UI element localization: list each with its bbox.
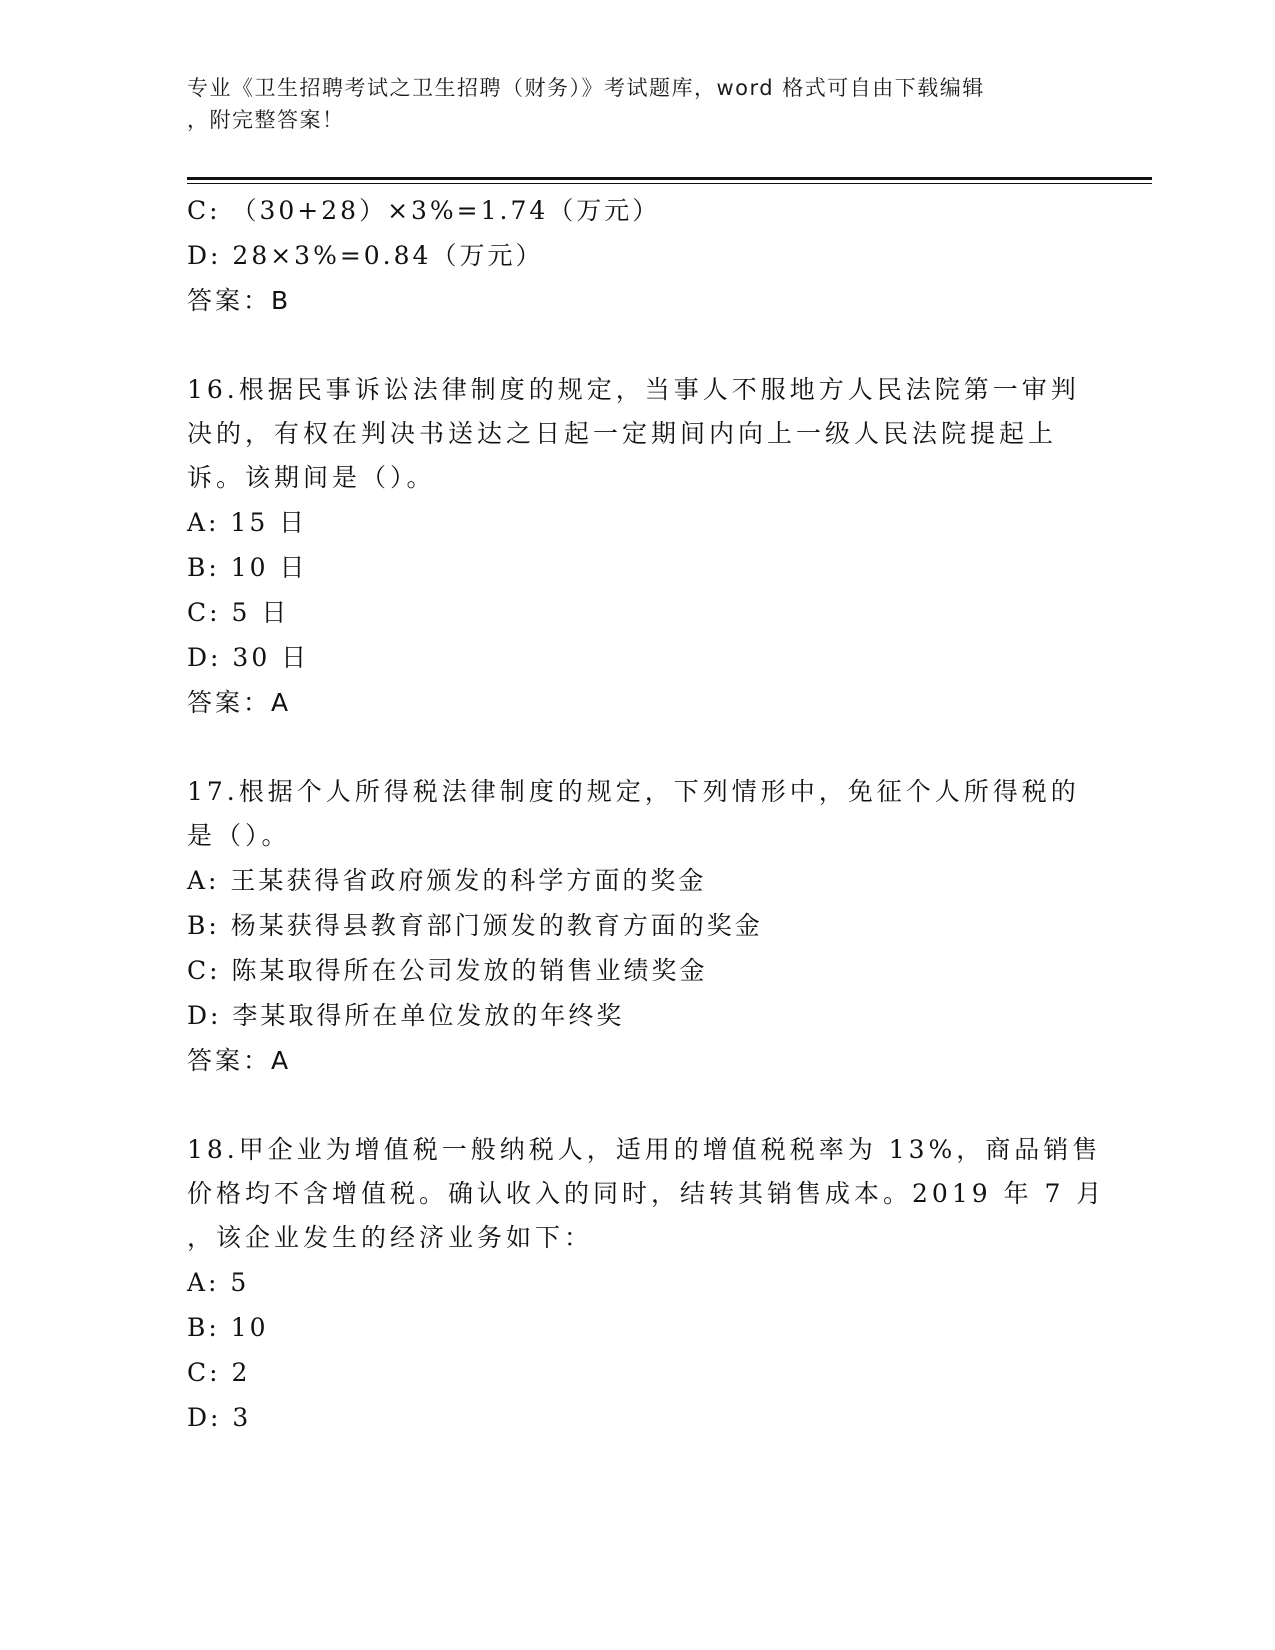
- header-divider-thick: [187, 177, 1152, 180]
- q18-stem-line: 价格均不含增值税。确认收入的同时，结转其销售成本。2019 年 7 月: [187, 1179, 1106, 1208]
- q17-stem-line: 是（）。: [187, 821, 291, 850]
- spacer: [187, 323, 1087, 368]
- header-divider-thin: [187, 183, 1152, 184]
- header-line-1: 专业《卫生招聘考试之卫生招聘（财务）》考试题库，word 格式可自由下载编辑: [187, 76, 985, 100]
- spacer: [187, 1083, 1087, 1128]
- q16-stem-line: 决的，有权在判决书送达之日起一定期间内向上一级人民法院提起上: [187, 419, 1058, 448]
- q17-option-d: D: 李某取得所在单位发放的年终奖: [187, 1001, 625, 1030]
- q17-option-b: B: 杨某获得县教育部门颁发的教育方面的奖金: [187, 911, 763, 940]
- q16-option-c: C: 5 日: [187, 598, 290, 627]
- spacer: [187, 725, 1087, 770]
- q18-option-d: D: 3: [187, 1403, 252, 1432]
- q18-stem-line: ，该企业发生的经济业务如下：: [187, 1223, 594, 1252]
- q15-option-c: C: （30+28）×3%=1.74（万元）: [187, 196, 661, 225]
- q17-stem-line: 17.根据个人所得税法律制度的规定，下列情形中，免征个人所得税的: [187, 777, 1080, 806]
- q16-option-b: B: 10 日: [187, 553, 308, 582]
- q16-stem-line: 16.根据民事诉讼法律制度的规定，当事人不服地方人民法院第一审判: [187, 375, 1080, 404]
- q18-stem-line: 18.甲企业为增值税一般纳税人，适用的增值税税率为 13%，商品销售: [187, 1135, 1102, 1164]
- q15-answer: 答案：B: [187, 286, 292, 315]
- q16-answer: 答案：A: [187, 688, 292, 717]
- q15-option-d: D: 28×3%=0.84（万元）: [187, 241, 544, 270]
- question-content: [187, 188, 1106, 1440]
- q18-option-b: B: 10: [187, 1313, 269, 1342]
- q17-answer: 答案：A: [187, 1046, 292, 1075]
- q16-option-d: D: 30 日: [187, 643, 310, 672]
- document-header: [187, 72, 1067, 136]
- q17-option-a: A: 王某获得省政府颁发的科学方面的奖金: [187, 866, 707, 895]
- q18-option-a: A: 5: [187, 1268, 250, 1297]
- header-line-2: ，附完整答案！: [187, 108, 345, 132]
- q16-stem-line: 诉。该期间是（）。: [187, 463, 436, 492]
- q18-option-c: C: 2: [187, 1358, 251, 1387]
- q17-option-c: C: 陈某取得所在公司发放的销售业绩奖金: [187, 956, 708, 985]
- q16-option-a: A: 15 日: [187, 508, 308, 537]
